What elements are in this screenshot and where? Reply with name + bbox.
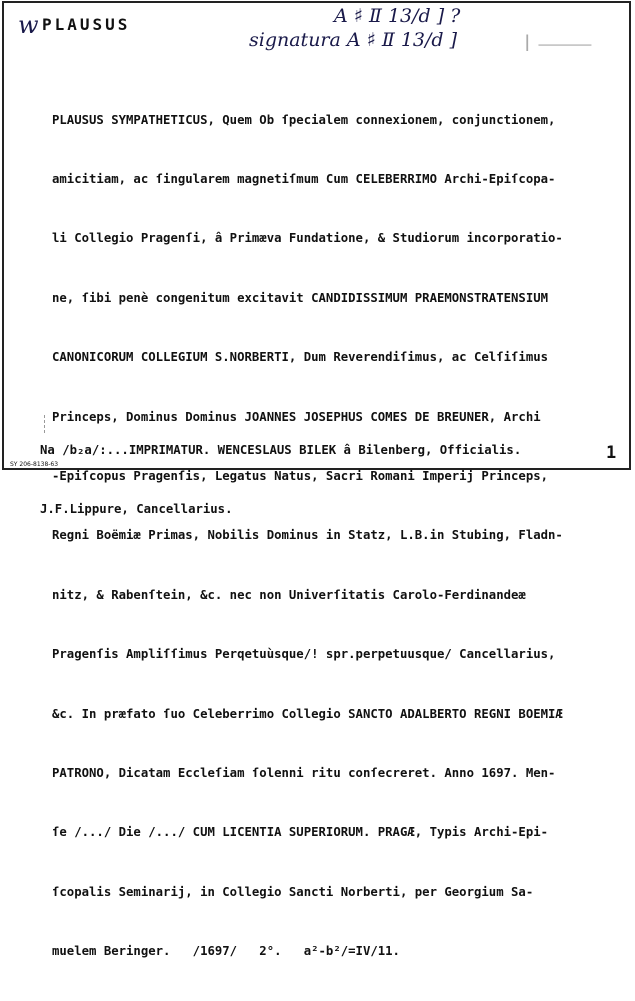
body-line: ne, ſibi penè congenitum excitavit CANDIDISSIMUM PRAEMONSTRATENSIUM <box>52 290 549 305</box>
catalog-card <box>2 1 631 959</box>
body-line: -Epiſcopus Pragenſis, Legatus Natus, Sacri Romani Imperij Princeps, <box>52 468 549 483</box>
body-line: PLAUSUS SYMPATHETICUS, Quem Ob ſpecialem connexionem, conjunctionem, <box>52 112 556 127</box>
imprimatur-line: J.F.Lippure, Cancellarius. <box>40 501 233 516</box>
body-line: &c. In præfato ſuo Celeberrimo Collegio SANCTO ADALBERTO REGNI BOEMIÆ <box>52 706 563 721</box>
body-line: Pragenſis Ampliſſimus Perqetuùsque/! spr.perpetuusque/ Cancellarius, <box>52 647 556 662</box>
body-line: Regni Boëmiæ Primas, Nobilis Dominus in Statz, L.B.in Stubing, Fladn- <box>52 528 563 543</box>
body-line: CANONICORUM COLLEGIUM S.NORBERTI, Dum Reverendiſimus, ac Celſiſimus <box>52 350 549 365</box>
form-code: SY 206-8138-63 <box>10 461 59 468</box>
body-line: nitz, & Rabenſtein, &c. nec non Univerſitatis Carolo-Ferdinandeæ <box>52 587 526 602</box>
body-line: ſcopalis Seminarij, in Collegio Sancti Norberti, per Georgium Sa- <box>52 884 534 899</box>
handwritten-signature-top: A ♯ Ⅱ 13/d ] ? <box>334 5 461 27</box>
faint-marks: ǀ ⸻ <box>524 32 593 57</box>
body-line: amicitiam, ac ſingularem magnetiſmum Cum CELEBERRIMO Archi-Epiſcopa- <box>52 171 556 186</box>
imprimatur-block <box>40 401 521 559</box>
imprimatur-line: Na /b₂a/:...IMPRIMATUR. WENCESLAUS BILEK â Bilenberg, Officialis. <box>40 442 522 457</box>
handwritten-signature: signatura A ♯ Ⅱ 13/d ] <box>249 29 458 51</box>
body-line: ſe /.../ Die /.../ CUM LICENTIA SUPERIORUM. PRAGÆ, Typis Archi-Epi- <box>52 825 549 840</box>
body-line: muelem Beringer. /1697/ 2°. a²-b²/=IV/11. <box>52 944 400 959</box>
body-line: Princeps, Dominus Dominus JOANNES JOSEPHUS COMES DE BREUNER, Archi <box>52 409 541 424</box>
page-number: 1 <box>606 443 617 463</box>
handwritten-prefix: w <box>18 11 39 39</box>
body-line: PATRONO, Dicatam Eccleſiam ſolenni ritu conſecreret. Anno 1697. Men- <box>52 765 556 780</box>
card-heading: PLAUSUS <box>42 15 131 34</box>
body-line: li Collegio Pragenſi, â Primæva Fundatione, & Studiorum incorporatio- <box>52 231 563 246</box>
